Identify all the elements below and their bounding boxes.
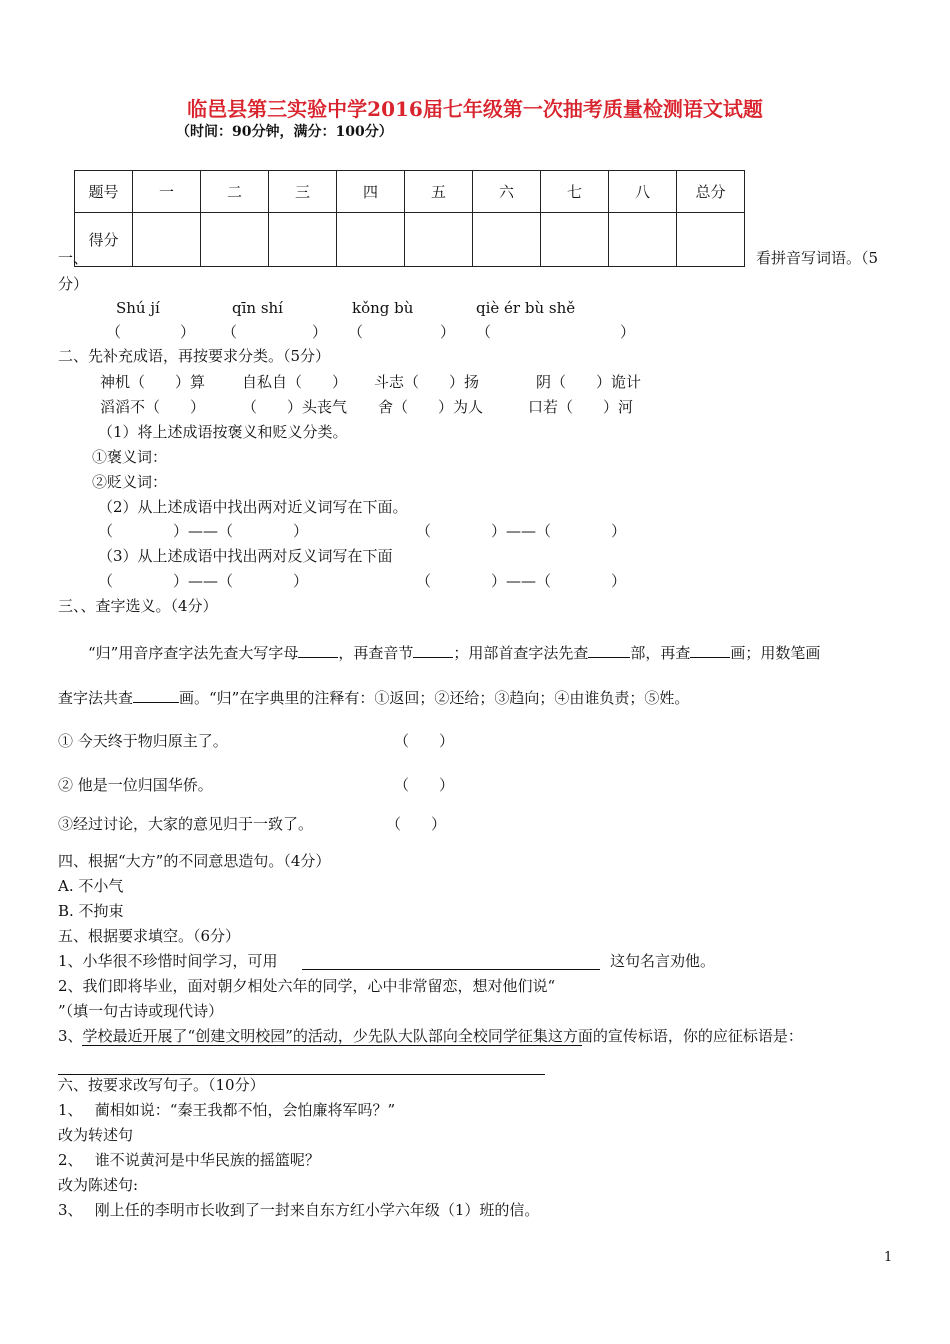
q6-item-3: 3、 刚上任的李明市长收到了一封来自东方红小学六年级（1）班的信。: [58, 1201, 540, 1219]
score-header-cell: 一: [133, 171, 201, 213]
answer-blank-r[interactable]: ）: [620, 323, 636, 341]
answer-pair[interactable]: （ ）——（ ）: [416, 572, 627, 590]
exam-time-info: （时间：90分钟，满分：100分）: [176, 124, 393, 140]
answer-blank-l[interactable]: （: [348, 323, 364, 341]
q5-item-1: 1、小华很不珍惜时间学习，可用: [58, 952, 278, 970]
pinyin-1: Shú jí: [116, 299, 160, 317]
q3-text: 画；用数笔画: [730, 644, 821, 662]
score-cell[interactable]: [337, 213, 405, 267]
answer-blank[interactable]: （ ）: [394, 776, 455, 794]
q2-sub2: （2）从上述成语中找出两对近义词写在下面。: [98, 498, 408, 516]
q6-item-2: 2、 谁不说黄河是中华民族的摇篮呢？: [58, 1151, 320, 1169]
answer-pair[interactable]: （ ）——（ ）: [98, 572, 309, 590]
pinyin-3: kǒng bù: [352, 299, 414, 317]
score-header-cell: 四: [337, 171, 405, 213]
answer-blank-r[interactable]: ）: [440, 323, 456, 341]
answer-blank[interactable]: （ ）: [394, 732, 455, 750]
score-header-cell: 五: [405, 171, 473, 213]
fill-blank[interactable]: [298, 641, 338, 658]
score-cell[interactable]: [609, 213, 677, 267]
idiom[interactable]: 神机（ ）算: [100, 373, 206, 391]
q1-heading: 看拼音写词语。（5: [756, 249, 879, 267]
fill-blank[interactable]: [690, 641, 730, 658]
answer-blank-l[interactable]: （: [222, 323, 238, 341]
q3-sentence-3: ③经过讨论，大家的意见归于一致了。: [58, 815, 314, 833]
score-header-cell: 二: [201, 171, 269, 213]
score-cell[interactable]: [133, 213, 201, 267]
q4-option-a: A. 不小气: [58, 877, 124, 895]
q6-item-1-instr: 改为转述句: [58, 1126, 134, 1144]
idiom[interactable]: （ ）头丧气: [242, 398, 348, 416]
score-header-cell: 总分: [677, 171, 745, 213]
q2-sub3: （3）从上述成语中找出两对反义词写在下面: [98, 547, 393, 565]
idiom[interactable]: 阴（ ）诡计: [536, 373, 642, 391]
answer-blank-r[interactable]: ）: [180, 323, 196, 341]
pinyin-2: qīn shí: [232, 299, 283, 317]
q2-sub1a: ①褒义词：: [92, 448, 168, 466]
score-cell[interactable]: [201, 213, 269, 267]
fill-line[interactable]: [302, 969, 600, 970]
score-cell[interactable]: [269, 213, 337, 267]
q5-item-3: 3、学校最近开展了“创建文明校园”的活动，少先队大队部向全校同学征集这方面的宣传标语，你的应征标语是：: [58, 1027, 803, 1045]
q6-heading: 六、按要求改写句子。（10分）: [58, 1076, 265, 1094]
q3-text: 画。“归”在字典里的注释有：①返回；②还给；③趋向；④由谁负责；⑤姓。: [179, 689, 690, 707]
q3-heading: 三、、查字选义。（4分）: [58, 597, 218, 615]
answer-blank-r[interactable]: ）: [312, 323, 328, 341]
answer-blank-l[interactable]: （: [106, 323, 122, 341]
score-cell[interactable]: [677, 213, 745, 267]
q5-item-2-end: ”（填一句古诗或现代诗）: [58, 1002, 224, 1020]
q4-heading: 四、根据“大方”的不同意思造句。（4分）: [58, 852, 331, 870]
q3-text: ；用部首查字法先查: [453, 644, 589, 662]
score-header-cell: 六: [473, 171, 541, 213]
q2-heading: 二、先补充成语，再按要求分类。（5分）: [58, 347, 331, 365]
score-cell[interactable]: [405, 213, 473, 267]
q3-text: “归”用音序查字法先查大写字母: [88, 644, 299, 662]
q2-sub1b: ②贬义词：: [92, 473, 168, 491]
q3-paragraph-1: [88, 641, 820, 663]
score-row-label: 得分: [75, 213, 133, 267]
idiom[interactable]: 斗志（ ）扬: [374, 373, 480, 391]
text-underline: [82, 1045, 582, 1046]
idiom[interactable]: 自私自（ ）: [242, 373, 348, 391]
fill-blank[interactable]: [413, 641, 453, 658]
idiom[interactable]: 舍（ ）为人: [378, 398, 484, 416]
answer-blank[interactable]: （ ）: [386, 815, 447, 833]
fill-blank[interactable]: [588, 641, 630, 658]
idiom[interactable]: 滔滔不（ ）: [100, 398, 206, 416]
q3-sentence-2: ② 他是一位归国华侨。: [58, 776, 213, 794]
q5-item-1-end: 这句名言劝他。: [610, 952, 716, 970]
fill-blank[interactable]: [133, 686, 179, 703]
score-header-cell: 八: [609, 171, 677, 213]
q6-item-1: 1、 蔺相如说：“秦王我都不怕，会怕廉将军吗？”: [58, 1101, 396, 1119]
answer-pair[interactable]: （ ）——（ ）: [98, 522, 309, 540]
q3-text: ，再查音节: [338, 644, 414, 662]
score-cell[interactable]: [541, 213, 609, 267]
score-cell[interactable]: [473, 213, 541, 267]
q1-prefix: 一、: [58, 249, 89, 267]
score-header-cell: 七: [541, 171, 609, 213]
q3-text: 部，再查: [630, 644, 691, 662]
answer-pair[interactable]: （ ）——（ ）: [416, 522, 627, 540]
q1-heading-cont: 分）: [58, 275, 89, 293]
q3-paragraph-2: [58, 686, 689, 708]
score-header-cell: 题号: [75, 171, 133, 213]
q3-sentence-1: ① 今天终于物归原主了。: [58, 732, 228, 750]
q6-item-2-instr: 改为陈述句:: [58, 1176, 139, 1194]
q5-item-2: 2、我们即将毕业，面对朝夕相处六年的同学，心中非常留恋，想对他们说“: [58, 977, 556, 995]
answer-blank-l[interactable]: （: [476, 323, 492, 341]
q5-heading: 五、根据要求填空。（6分）: [58, 927, 241, 945]
page-title: 临邑县第三实验中学2016届七年级第一次抽考质量检测语文试题: [187, 97, 763, 121]
score-table: [74, 170, 745, 267]
q2-sub1: （1）将上述成语按褒义和贬义分类。: [98, 423, 348, 441]
page-number: 1: [884, 1250, 893, 1265]
pinyin-4: qiè ér bù shě: [476, 299, 576, 317]
q3-text: 查字法共查: [58, 689, 134, 707]
score-header-cell: 三: [269, 171, 337, 213]
idiom[interactable]: 口若（ ）河: [528, 398, 634, 416]
q4-option-b: B. 不拘束: [58, 902, 124, 920]
